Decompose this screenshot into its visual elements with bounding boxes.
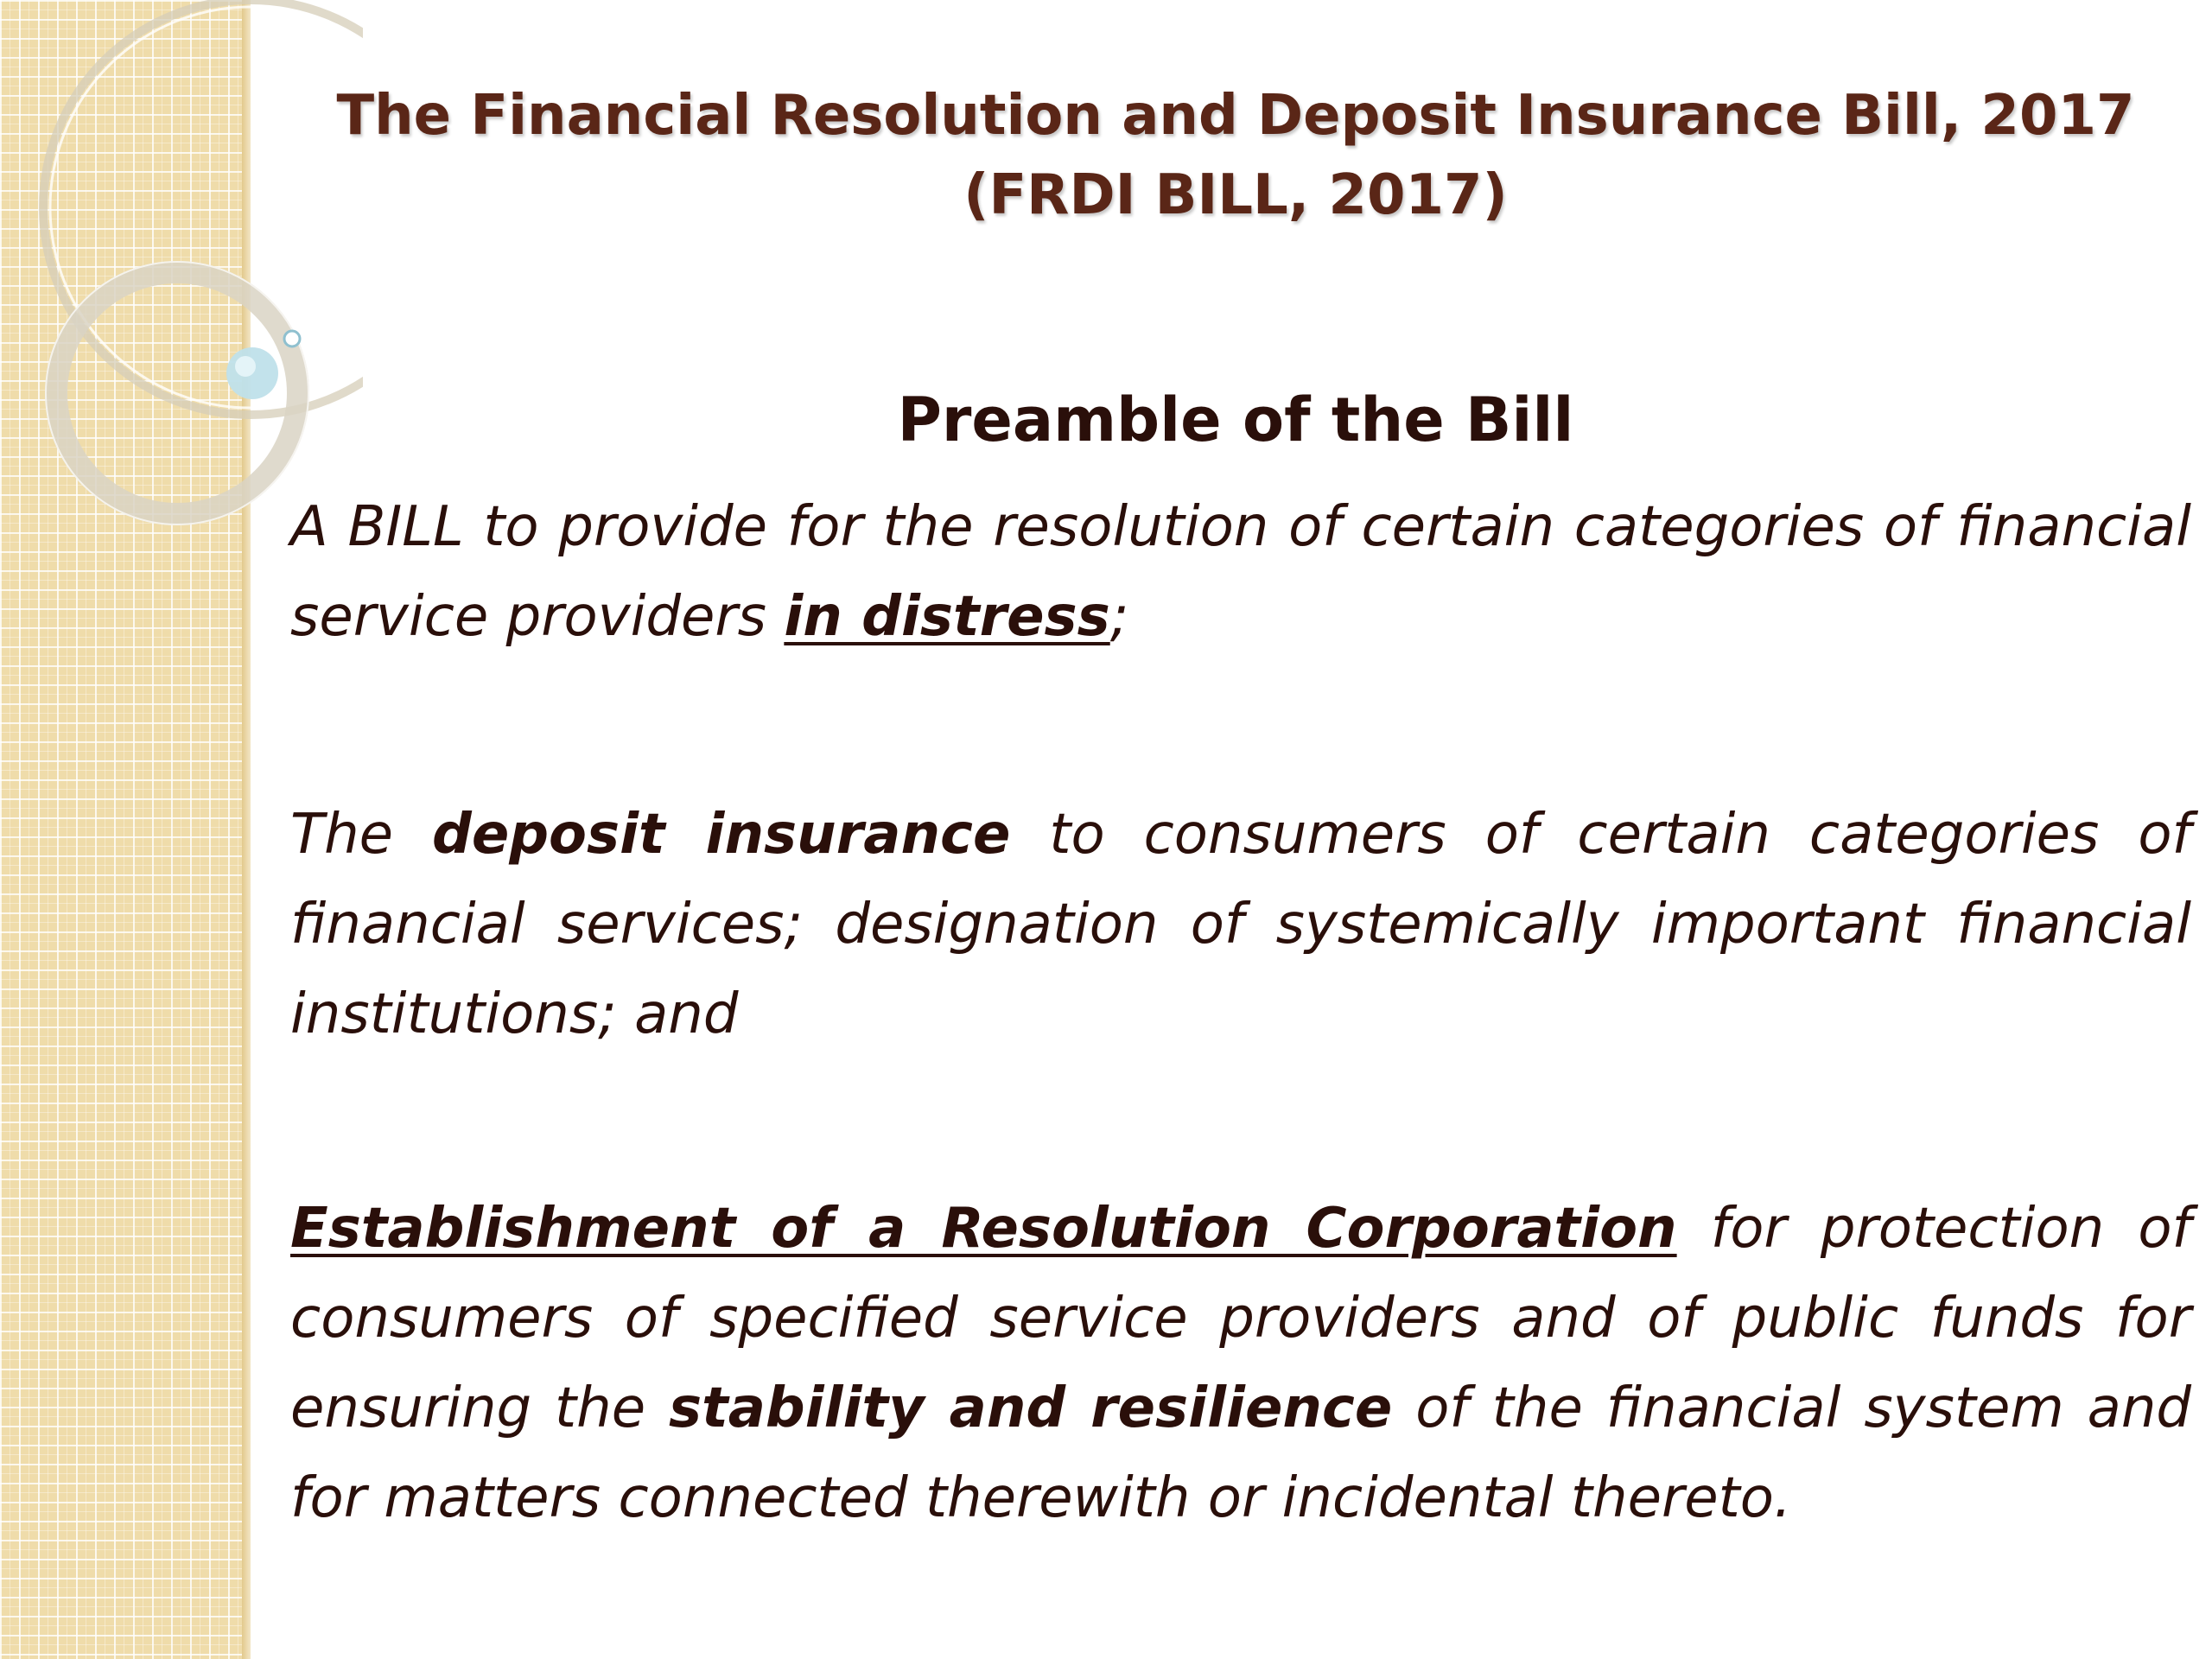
p1-text-1: A BILL to provide for the resolution of certain categories of financial service providers bbox=[290, 495, 2191, 649]
paragraph-resolution-corporation bbox=[290, 1184, 2191, 1543]
p2-emphasis-deposit-insurance: deposit insurance bbox=[432, 803, 1011, 867]
paragraph-resolution bbox=[290, 482, 2191, 662]
p2-text-2: to consumers of certain categories of financial services; designation of systemically important financial institutions; and bbox=[290, 803, 2192, 1046]
p1-text-2: ; bbox=[1109, 585, 1129, 649]
paragraph-deposit-insurance bbox=[290, 790, 2191, 1059]
slide-title bbox=[259, 76, 2212, 235]
p1-emphasis-in-distress: in distress bbox=[784, 585, 1110, 649]
p3-text-2: of the financial system and for matters connected therewith or incidental thereto. bbox=[290, 1376, 2192, 1530]
bubble-small-icon bbox=[284, 331, 300, 346]
p3-emphasis-establishment: Establishment of a Resolution Corporation bbox=[290, 1197, 1677, 1261]
p3-text-1: for protection of consumers of specified service providers and of public funds for ensuring the bbox=[290, 1197, 2192, 1440]
p2-text-1: The bbox=[290, 803, 433, 867]
preamble-heading: Preamble of the Bill bbox=[897, 385, 1574, 455]
p3-emphasis-stability: stability and resilience bbox=[669, 1376, 1393, 1440]
title-line-1: The Financial Resolution and Deposit Insurance Bill, 2017 bbox=[336, 84, 2135, 148]
title-line-2: (FRDI BILL, 2017) bbox=[963, 163, 1508, 227]
